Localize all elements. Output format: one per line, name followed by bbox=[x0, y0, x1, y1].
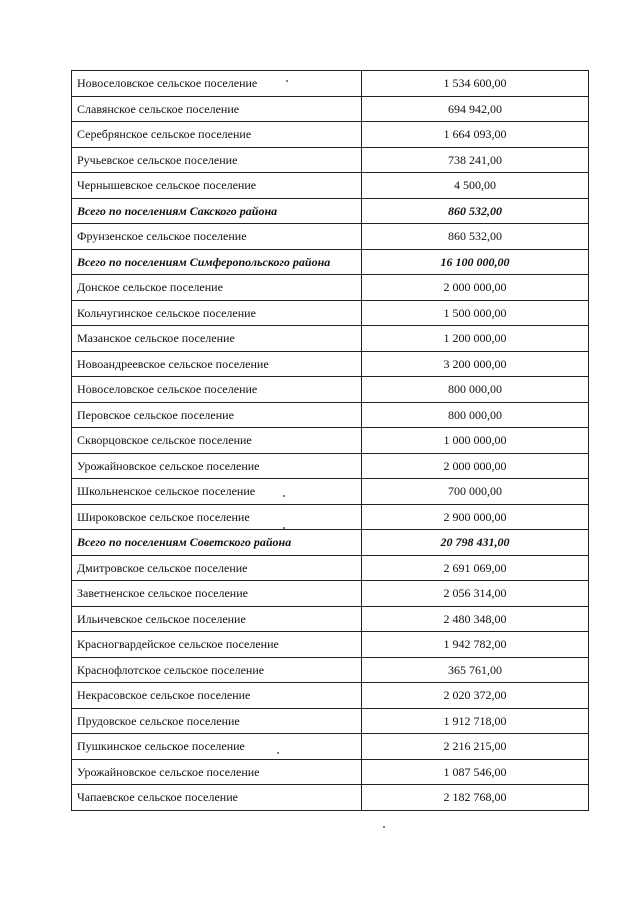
table-row bbox=[72, 428, 589, 454]
settlement-name-cell: Красногвардейское сельское поселение bbox=[72, 632, 362, 658]
amount-cell: 2 900 000,00 bbox=[362, 504, 589, 530]
scan-speck bbox=[383, 826, 385, 828]
settlement-name-cell: Серебрянское сельское поселение bbox=[72, 122, 362, 148]
settlement-name-cell: Ильичевское сельское поселение bbox=[72, 606, 362, 632]
amount-cell: 2 000 000,00 bbox=[362, 275, 589, 301]
settlement-name-cell: Школьненское сельское поселение bbox=[72, 479, 362, 505]
scan-speck bbox=[277, 752, 279, 754]
amount-cell: 860 532,00 bbox=[362, 198, 589, 224]
amount-cell: 738 241,00 bbox=[362, 147, 589, 173]
settlement-name-cell: Новоандреевское сельское поселение bbox=[72, 351, 362, 377]
amount-cell: 1 664 093,00 bbox=[362, 122, 589, 148]
settlement-name-cell: Краснофлотское сельское поселение bbox=[72, 657, 362, 683]
settlement-name-cell: Мазанское сельское поселение bbox=[72, 326, 362, 352]
table-row bbox=[72, 683, 589, 709]
table-row bbox=[72, 632, 589, 658]
settlement-name-cell: Широковское сельское поселение bbox=[72, 504, 362, 530]
table-row bbox=[72, 147, 589, 173]
amount-cell: 860 532,00 bbox=[362, 224, 589, 250]
settlement-name-cell: Заветненское сельское поселение bbox=[72, 581, 362, 607]
amount-cell: 1 000 000,00 bbox=[362, 428, 589, 454]
settlement-name-cell: Кольчугинское сельское поселение bbox=[72, 300, 362, 326]
settlement-name-cell: Ручьевское сельское поселение bbox=[72, 147, 362, 173]
budget-table bbox=[71, 70, 589, 811]
amount-cell: 20 798 431,00 bbox=[362, 530, 589, 556]
amount-cell: 2 480 348,00 bbox=[362, 606, 589, 632]
table-row bbox=[72, 734, 589, 760]
settlement-name-cell: Прудовское сельское поселение bbox=[72, 708, 362, 734]
amount-cell: 1 912 718,00 bbox=[362, 708, 589, 734]
amount-cell: 1 087 546,00 bbox=[362, 759, 589, 785]
table-row bbox=[72, 122, 589, 148]
amount-cell: 4 500,00 bbox=[362, 173, 589, 199]
table-row bbox=[72, 173, 589, 199]
settlement-name-cell: Фрунзенское сельское поселение bbox=[72, 224, 362, 250]
table-row bbox=[72, 326, 589, 352]
amount-cell: 1 500 000,00 bbox=[362, 300, 589, 326]
table-row-total bbox=[72, 249, 589, 275]
settlement-name-cell: Чернышевское сельское поселение bbox=[72, 173, 362, 199]
amount-cell: 2 056 314,00 bbox=[362, 581, 589, 607]
amount-cell: 2 000 000,00 bbox=[362, 453, 589, 479]
table-row bbox=[72, 785, 589, 811]
table-row-total bbox=[72, 198, 589, 224]
settlement-name-cell: Чапаевское сельское поселение bbox=[72, 785, 362, 811]
settlement-name-cell: Всего по поселениям Симферопольского района bbox=[72, 249, 362, 275]
settlement-name-cell: Славянское сельское поселение bbox=[72, 96, 362, 122]
amount-cell: 3 200 000,00 bbox=[362, 351, 589, 377]
amount-cell: 2 691 069,00 bbox=[362, 555, 589, 581]
amount-cell: 2 182 768,00 bbox=[362, 785, 589, 811]
table-row-total bbox=[72, 530, 589, 556]
table-row bbox=[72, 708, 589, 734]
settlement-name-cell: Всего по поселениям Сакского района bbox=[72, 198, 362, 224]
settlement-name-cell: Донское сельское поселение bbox=[72, 275, 362, 301]
settlement-name-cell: Дмитровское сельское поселение bbox=[72, 555, 362, 581]
table-row bbox=[72, 402, 589, 428]
table-row bbox=[72, 300, 589, 326]
settlement-name-cell: Урожайновское сельское поселение bbox=[72, 759, 362, 785]
amount-cell: 1 942 782,00 bbox=[362, 632, 589, 658]
settlement-name-cell: Урожайновское сельское поселение bbox=[72, 453, 362, 479]
table-row bbox=[72, 96, 589, 122]
table-row bbox=[72, 479, 589, 505]
amount-cell: 2 020 372,00 bbox=[362, 683, 589, 709]
settlement-name-cell: Перовское сельское поселение bbox=[72, 402, 362, 428]
amount-cell: 800 000,00 bbox=[362, 402, 589, 428]
table-row bbox=[72, 657, 589, 683]
amount-cell: 365 761,00 bbox=[362, 657, 589, 683]
amount-cell: 694 942,00 bbox=[362, 96, 589, 122]
amount-cell: 2 216 215,00 bbox=[362, 734, 589, 760]
table-row bbox=[72, 377, 589, 403]
table-row bbox=[72, 555, 589, 581]
scan-speck bbox=[286, 80, 288, 82]
amount-cell: 16 100 000,00 bbox=[362, 249, 589, 275]
amount-cell: 1 200 000,00 bbox=[362, 326, 589, 352]
table-row bbox=[72, 581, 589, 607]
settlement-name-cell: Пушкинское сельское поселение bbox=[72, 734, 362, 760]
settlement-name-cell: Некрасовское сельское поселение bbox=[72, 683, 362, 709]
table-row bbox=[72, 351, 589, 377]
table-row bbox=[72, 759, 589, 785]
settlement-name-cell: Новоселовское сельское поселение bbox=[72, 377, 362, 403]
scan-speck bbox=[283, 495, 285, 497]
table-row bbox=[72, 275, 589, 301]
table-row bbox=[72, 453, 589, 479]
settlement-name-cell: Скворцовское сельское поселение bbox=[72, 428, 362, 454]
settlement-name-cell: Всего по поселениям Советского района bbox=[72, 530, 362, 556]
amount-cell: 1 534 600,00 bbox=[362, 71, 589, 97]
amount-cell: 800 000,00 bbox=[362, 377, 589, 403]
scan-speck bbox=[283, 527, 285, 529]
table-row bbox=[72, 224, 589, 250]
budget-table-body bbox=[72, 71, 589, 811]
table-row bbox=[72, 504, 589, 530]
settlement-name-cell: Новоселовское сельское поселение bbox=[72, 71, 362, 97]
table-row bbox=[72, 606, 589, 632]
amount-cell: 700 000,00 bbox=[362, 479, 589, 505]
table-row bbox=[72, 71, 589, 97]
